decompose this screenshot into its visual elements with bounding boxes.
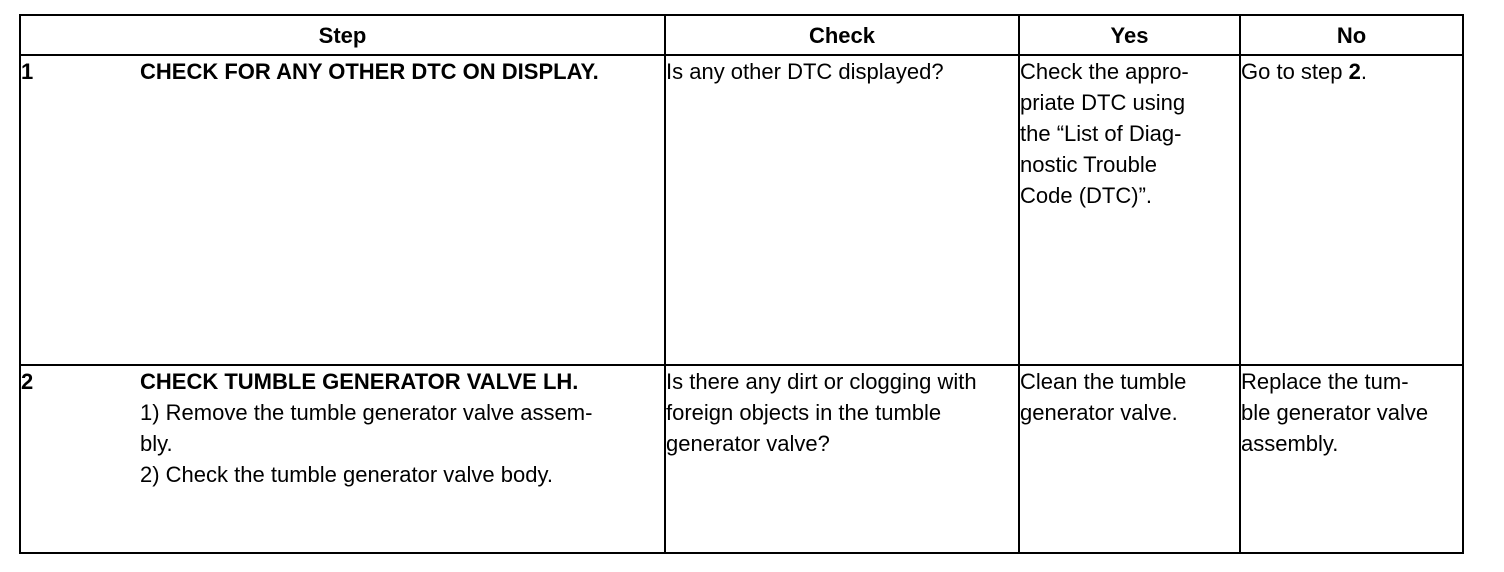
sub-step — [140, 459, 664, 490]
no-cell — [1240, 55, 1463, 365]
yes-cell — [1019, 55, 1240, 365]
check-line: Is there any dirt or clogging with — [666, 369, 977, 394]
header-step: Step — [20, 15, 665, 55]
yes-line: Clean the tumble — [1020, 369, 1187, 394]
step-cell — [20, 365, 665, 553]
check-cell — [665, 55, 1019, 365]
yes-line: nostic Trouble — [1020, 152, 1157, 177]
no-step-ref: 2 — [1348, 59, 1361, 84]
step-cell — [20, 55, 665, 365]
step-title: CHECK TUMBLE GENERATOR VALVE LH. — [140, 369, 579, 394]
step-number: 1 — [21, 59, 34, 84]
yes-cell — [1019, 365, 1240, 553]
no-cell — [1240, 365, 1463, 553]
step-number: 2 — [21, 369, 34, 394]
sub-step — [140, 397, 664, 459]
check-text: Is any other DTC displayed? — [666, 59, 944, 84]
no-line: Replace the tum- — [1241, 369, 1409, 394]
no-text — [1241, 56, 1462, 87]
yes-line: Check the appro- — [1020, 59, 1189, 84]
check-cell — [665, 365, 1019, 553]
sub-step-line: bly. — [140, 431, 173, 456]
yes-line: generator valve. — [1020, 400, 1178, 425]
header-row — [20, 15, 1463, 55]
header-no: No — [1240, 15, 1463, 55]
no-prefix: Go to step — [1241, 59, 1349, 84]
header-check: Check — [665, 15, 1019, 55]
diagnostic-table — [19, 14, 1464, 554]
yes-line: Code (DTC)”. — [1020, 183, 1153, 208]
sub-step-line: 1) Remove the tumble generator valve assem- — [140, 400, 593, 425]
table-row — [20, 365, 1463, 553]
table-row — [20, 55, 1463, 365]
no-line: assembly. — [1241, 431, 1339, 456]
yes-line: priate DTC using — [1020, 90, 1186, 115]
check-line: generator valve? — [666, 431, 830, 456]
no-line: ble generator valve — [1241, 400, 1429, 425]
step-title: CHECK FOR ANY OTHER DTC ON DISPLAY. — [140, 59, 599, 84]
yes-line: the “List of Diag- — [1020, 121, 1182, 146]
header-yes: Yes — [1019, 15, 1240, 55]
no-suffix: . — [1360, 59, 1367, 84]
sub-step-line: 2) Check the tumble generator valve body. — [140, 462, 553, 487]
check-line: foreign objects in the tumble — [666, 400, 942, 425]
